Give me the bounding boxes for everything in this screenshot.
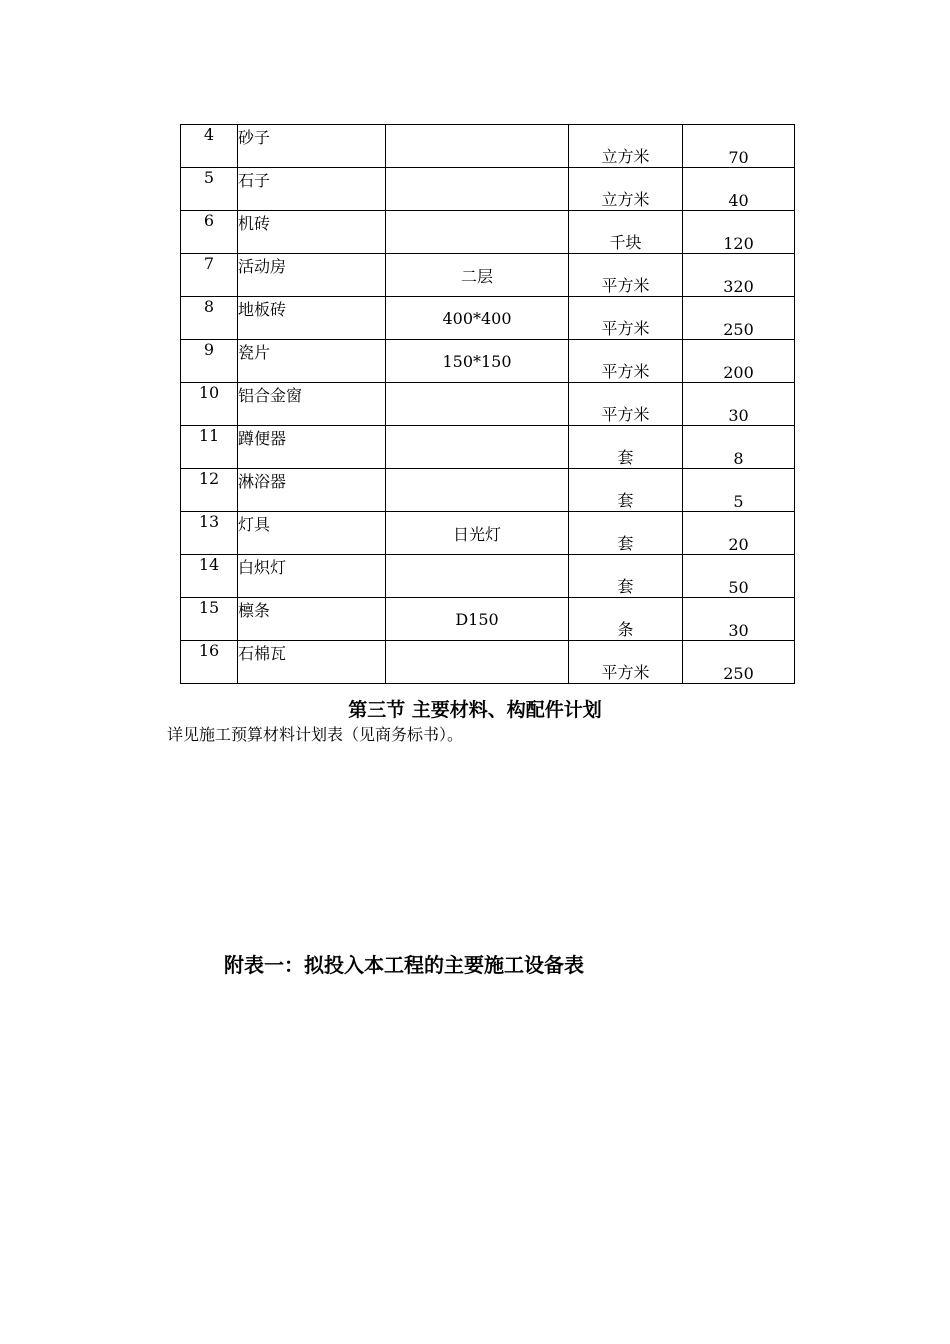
material-name: 檩条: [238, 598, 386, 641]
table-row: [181, 340, 795, 383]
materials-table: [180, 124, 795, 684]
table-row: [181, 469, 795, 512]
material-quantity: 30: [683, 598, 795, 641]
material-quantity: 50: [683, 555, 795, 598]
material-spec: [386, 383, 569, 426]
table-row: [181, 512, 795, 555]
material-unit: 套: [569, 469, 683, 512]
material-spec: 日光灯: [386, 512, 569, 555]
table-row: [181, 426, 795, 469]
material-unit: 平方米: [569, 297, 683, 340]
row-number: 9: [181, 340, 238, 383]
row-number: 7: [181, 254, 238, 297]
row-number: 16: [181, 641, 238, 684]
table-row: [181, 125, 795, 168]
material-name: 石子: [238, 168, 386, 211]
material-name: 铝合金窗: [238, 383, 386, 426]
material-quantity: 70: [683, 125, 795, 168]
table-row: [181, 555, 795, 598]
section-body-text: 详见施工预算材料计划表（见商务标书）。: [167, 725, 464, 744]
row-number: 13: [181, 512, 238, 555]
row-number: 11: [181, 426, 238, 469]
material-name: 活动房: [238, 254, 386, 297]
material-spec: [386, 426, 569, 469]
material-name: 白炽灯: [238, 555, 386, 598]
material-spec: D150: [386, 598, 569, 641]
material-spec: 150*150: [386, 340, 569, 383]
section-title: 第三节 主要材料、构配件计划: [348, 699, 602, 721]
material-quantity: 250: [683, 641, 795, 684]
material-unit: 条: [569, 598, 683, 641]
material-quantity: 250: [683, 297, 795, 340]
material-unit: 平方米: [569, 340, 683, 383]
material-unit: 套: [569, 426, 683, 469]
material-spec: 400*400: [386, 297, 569, 340]
material-unit: 平方米: [569, 254, 683, 297]
material-unit: 平方米: [569, 641, 683, 684]
appendix-title: 附表一：拟投入本工程的主要施工设备表: [224, 953, 584, 977]
material-spec: [386, 168, 569, 211]
material-unit: 立方米: [569, 125, 683, 168]
material-name: 灯具: [238, 512, 386, 555]
material-quantity: 200: [683, 340, 795, 383]
material-unit: 套: [569, 555, 683, 598]
material-name: 石棉瓦: [238, 641, 386, 684]
table-row: [181, 168, 795, 211]
row-number: 14: [181, 555, 238, 598]
material-spec: [386, 469, 569, 512]
material-unit: 平方米: [569, 383, 683, 426]
material-name: 淋浴器: [238, 469, 386, 512]
material-quantity: 120: [683, 211, 795, 254]
material-name: 蹲便器: [238, 426, 386, 469]
row-number: 10: [181, 383, 238, 426]
material-unit: 千块: [569, 211, 683, 254]
material-name: 机砖: [238, 211, 386, 254]
row-number: 15: [181, 598, 238, 641]
table-row: [181, 211, 795, 254]
row-number: 4: [181, 125, 238, 168]
row-number: 6: [181, 211, 238, 254]
table-row: [181, 297, 795, 340]
material-unit: 立方米: [569, 168, 683, 211]
material-quantity: 8: [683, 426, 795, 469]
row-number: 8: [181, 297, 238, 340]
material-name: 地板砖: [238, 297, 386, 340]
material-quantity: 20: [683, 512, 795, 555]
material-quantity: 40: [683, 168, 795, 211]
material-unit: 套: [569, 512, 683, 555]
table-row: [181, 641, 795, 684]
material-name: 砂子: [238, 125, 386, 168]
table-row: [181, 383, 795, 426]
material-spec: [386, 211, 569, 254]
material-quantity: 320: [683, 254, 795, 297]
material-spec: [386, 555, 569, 598]
row-number: 5: [181, 168, 238, 211]
table-row: [181, 254, 795, 297]
material-quantity: 30: [683, 383, 795, 426]
material-name: 瓷片: [238, 340, 386, 383]
table-row: [181, 598, 795, 641]
material-spec: [386, 125, 569, 168]
material-spec: 二层: [386, 254, 569, 297]
material-quantity: 5: [683, 469, 795, 512]
row-number: 12: [181, 469, 238, 512]
materials-table-body: [181, 125, 795, 684]
material-spec: [386, 641, 569, 684]
